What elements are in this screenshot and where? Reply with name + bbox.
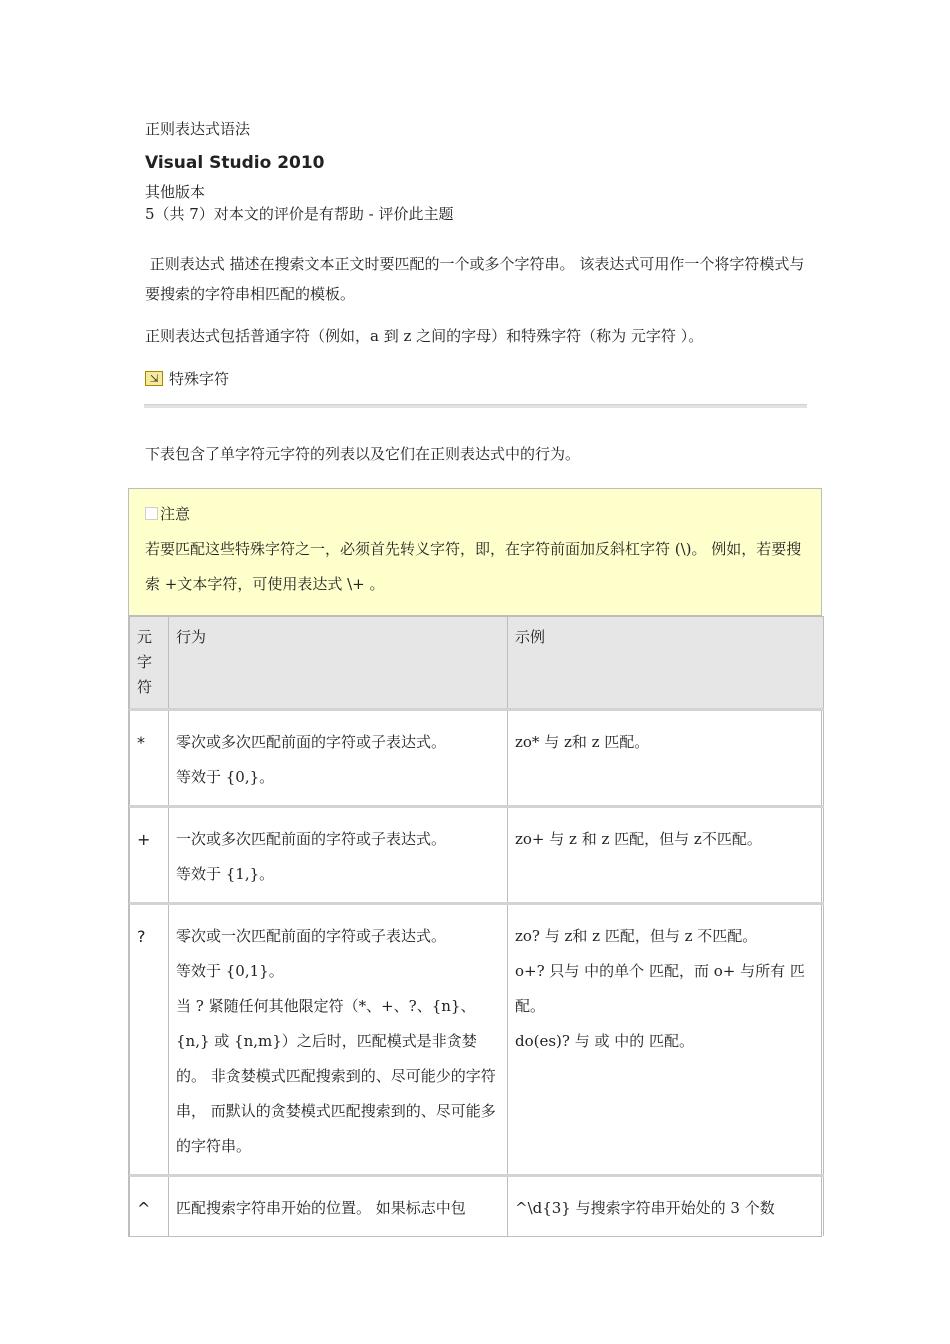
example-line: zo? 与 z和 z 匹配，但与 z 不匹配。 (515, 927, 758, 945)
document-title: 正则表达式语法 (145, 120, 251, 138)
behavior-line: 等效于 {0,}。 (176, 768, 275, 786)
intro-paragraph (145, 249, 810, 309)
behavior-line: 当 ? 紧随任何其他限定符（*、+、?、{n}、{n,} 或 {n,m}）之后时，匹配模式是非贪婪的。 非贪婪模式匹配搜索到的、尽可能少的字符串， 而默认的贪婪模式匹配搜索到的、尽可能多的字符串。 (176, 997, 496, 1155)
metachar-cell: * (130, 710, 169, 807)
behavior-cell (169, 710, 508, 807)
note-icon (145, 507, 158, 520)
table-header-row (130, 617, 824, 710)
example-line: do(es)? 与 或 中的 匹配。 (515, 1032, 695, 1050)
behavior-line: 零次或一次匹配前面的字符或子表达式。 (176, 927, 447, 945)
metachar-grid (129, 616, 824, 1236)
table-intro-text: 下表包含了单字符元字符的列表以及它们在正则表达式中的行为。 (145, 445, 581, 463)
table-row (130, 1176, 824, 1237)
header-metachar: 元字符 (130, 617, 169, 710)
behavior-line: 一次或多次匹配前面的字符或子表达式。 (176, 830, 447, 848)
behavior-cell (169, 1176, 508, 1237)
behavior-line: 零次或多次匹配前面的字符或子表达式。 (176, 733, 447, 751)
note-header (145, 503, 805, 524)
product-title: Visual Studio 2010 (145, 153, 325, 173)
behavior-line: 等效于 {0,1}。 (176, 962, 284, 980)
note-text: 若要匹配这些特殊字符之一，必须首先转义字符，即，在字符前面加反斜杠字符 (\)。 例如，若要搜索 +文本字符，可使用表达式 \+ 。 (145, 540, 802, 593)
special-chars-section-label: 特殊字符 (169, 370, 230, 388)
example-cell (508, 904, 824, 1176)
contains-paragraph: 正则表达式包括普通字符（例如，a 到 z 之间的字母）和特殊字符（称为 元字符 ）。 (145, 327, 704, 345)
header-example: 示例 (508, 617, 824, 710)
metachar-cell: ? (130, 904, 169, 1176)
behavior-cell (169, 807, 508, 904)
table-row (130, 807, 824, 904)
table-row (130, 710, 824, 807)
example-cell: zo+ 与 z 和 z 匹配，但与 z不匹配。 (508, 807, 824, 904)
behavior-line: 匹配搜索字符串开始的位置。 如果标志中包 (176, 1199, 466, 1217)
metachar-cell: + (130, 807, 169, 904)
metacharacter-table (128, 488, 822, 1237)
example-cell: ^\d{3} 与搜索字符串开始处的 3 个数 (508, 1176, 824, 1237)
example-cell: zo* 与 z和 z 匹配。 (508, 710, 824, 807)
behavior-line: 等效于 {1,}。 (176, 865, 275, 883)
section-divider (144, 404, 807, 408)
intro-text: 正则表达式 描述在搜索文本正文时要匹配的一个或多个字符串。 该表达式可用作一个将字符模式与要搜索的字符串相匹配的模板。 (145, 255, 805, 303)
collapse-section-icon[interactable]: ⇲ (145, 371, 163, 386)
metachar-cell: ^ (130, 1176, 169, 1237)
header-behavior: 行为 (169, 617, 508, 710)
behavior-cell (169, 904, 508, 1176)
example-line: o+? 只与 中的单个 匹配，而 o+ 与所有 匹配。 (515, 962, 805, 1015)
rating-line: 5（共 7）对本文的评价是有帮助 - 评价此主题 (145, 205, 454, 223)
special-chars-section-header[interactable] (145, 368, 229, 389)
other-versions-link[interactable]: 其他版本 (145, 183, 206, 201)
table-row (130, 904, 824, 1176)
note-box (129, 489, 821, 616)
note-label: 注意 (160, 505, 191, 523)
